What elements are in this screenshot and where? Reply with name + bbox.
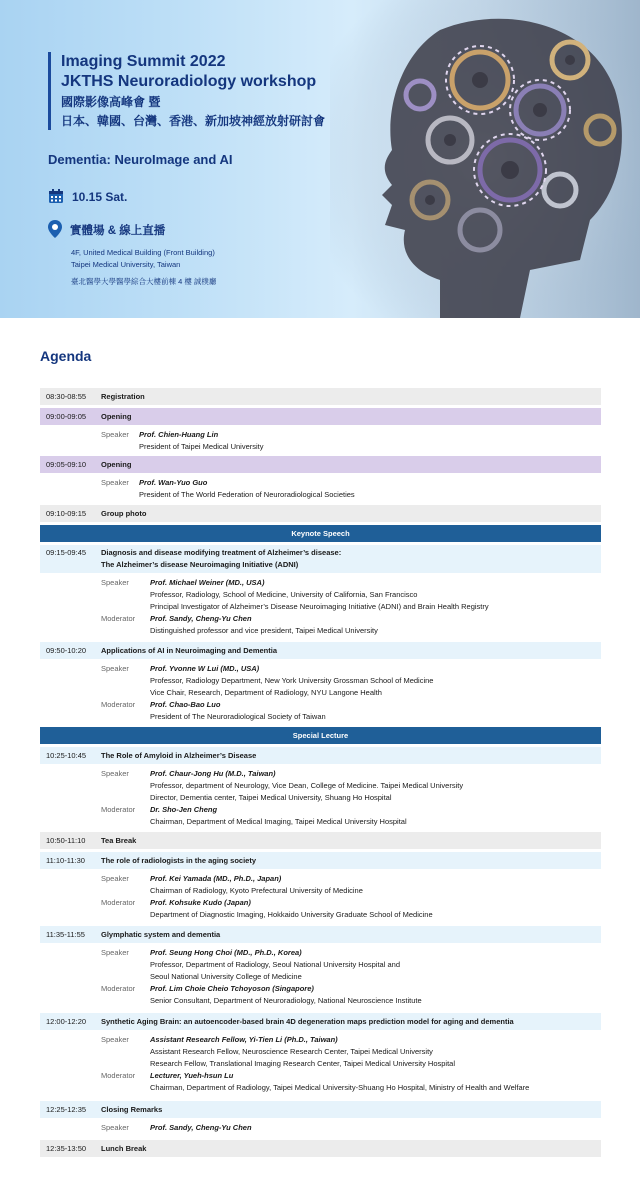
session-time: 09:15-09:45	[46, 548, 87, 557]
speaker-label: Speaker	[101, 578, 129, 587]
speaker-affiliation: Principal Investigator of Alzheimer’s Disease Neuroimaging Initiative (ADNI) and Brain Health Registry	[150, 602, 489, 611]
session-people	[40, 659, 601, 727]
moderator-affiliation: Distinguished professor and vice president, Taipei Medical University	[150, 626, 378, 635]
speaker-label: Speaker	[101, 1035, 129, 1044]
moderator-name: Prof. Sandy, Cheng-Yu Chen	[150, 614, 252, 623]
session-title: Group photo	[101, 509, 147, 518]
address-line-2: Taipei Medical University, Taiwan	[71, 260, 181, 269]
speaker-label: Speaker	[101, 664, 129, 673]
speaker-name: Prof. Michael Weiner (MD., USA)	[150, 578, 265, 587]
agenda-row-amyloid	[40, 747, 601, 764]
calendar-icon	[48, 189, 64, 204]
session-title: Applications of AI in Neuroimaging and Dementia	[101, 646, 277, 655]
agenda-row-ai	[40, 642, 601, 659]
speaker-affiliation: Professor, Department of Radiology, Seoul National University Hospital and	[150, 960, 400, 969]
gear-head-illustration	[330, 0, 640, 318]
session-people	[40, 573, 601, 642]
agenda-row-group-photo	[40, 505, 601, 522]
speaker-affiliation: Professor, Radiology Department, New York University Grossman School of Medicine	[150, 676, 434, 685]
moderator-label: Moderator	[101, 700, 136, 709]
session-time: 08:30-08:55	[46, 392, 87, 401]
hero-banner	[0, 0, 640, 318]
session-time: 10:50-11:10	[46, 836, 86, 845]
agenda-row-opening-1	[40, 408, 601, 425]
agenda-row-closing	[40, 1101, 601, 1118]
speaker-affiliation: Research Fellow, Translational Imaging Research Center, Taipei Medical University Hospital	[150, 1059, 456, 1068]
section-header-keynote: Keynote Speech	[40, 525, 601, 542]
speaker-name: Prof. Chaur-Jong Hu (M.D., Taiwan)	[150, 769, 276, 778]
session-title: Opening	[101, 412, 132, 421]
session-title: The role of radiologists in the aging society	[101, 856, 257, 865]
agenda-row-lunch	[40, 1140, 601, 1157]
speaker-name: Prof. Kei Yamada (MD., Ph.D., Japan)	[150, 874, 282, 883]
moderator-label: Moderator	[101, 614, 136, 623]
session-time: 12:25-12:35	[46, 1105, 87, 1114]
session-title: Tea Break	[101, 836, 137, 845]
speaker-name: Prof. Seung Hong Choi (MD., Ph.D., Korea)	[150, 948, 302, 957]
speaker-label: Speaker	[101, 478, 129, 487]
moderator-name: Prof. Lim Choie Cheio Tchoyoson (Singapore)	[150, 984, 314, 993]
address-line-1: 4F, United Medical Building (Front Building)	[71, 248, 215, 257]
session-title: Closing Remarks	[101, 1105, 163, 1114]
speaker-label: Speaker	[101, 769, 129, 778]
session-title: Registration	[101, 392, 145, 401]
speaker-affiliation: Professor, department of Neurology, Vice Dean, College of Medicine. Taipei Medical University	[150, 781, 464, 790]
speaker-affiliation: Professor, Radiology, School of Medicine, University of California, San Francisco	[150, 590, 418, 599]
moderator-label: Moderator	[101, 805, 136, 814]
session-time: 12:00-12:20	[46, 1017, 87, 1026]
session-people	[40, 473, 601, 505]
speaker-affiliation: President of The World Federation of Neuroradiological Societies	[139, 490, 355, 499]
session-people	[40, 869, 601, 926]
workshop-title-zh: 日本、韓國、台灣、香港、新加坡神經放射研討會	[61, 114, 326, 128]
venue-mode: 實體場 & 線上直播	[70, 225, 166, 237]
agenda-row-opening-2	[40, 456, 601, 473]
speaker-label: Speaker	[101, 1123, 129, 1132]
agenda-table	[40, 388, 601, 1157]
moderator-affiliation: Senior Consultant, Department of Neuroradiology, National Neuroscience Institute	[150, 996, 422, 1005]
hero-title-block	[48, 52, 378, 130]
session-time: 09:00-09:05	[46, 412, 87, 421]
speaker-label: Speaker	[101, 874, 129, 883]
moderator-affiliation: Chairman, Department of Radiology, Taipei Medical University-Shuang Ho Hospital, Ministry of Health and Welfare	[150, 1083, 530, 1092]
speaker-label: Speaker	[101, 430, 129, 439]
session-title: Glymphatic system and dementia	[101, 930, 221, 939]
speaker-label: Speaker	[101, 948, 129, 957]
event-venue	[48, 220, 165, 238]
event-date-text: 10.15 Sat.	[72, 189, 128, 204]
speaker-affiliation: Director, Dementia center, Taipei Medical University, Shuang Ho Hospital	[150, 793, 392, 802]
speaker-name: Prof. Sandy, Cheng-Yu Chen	[150, 1123, 252, 1132]
session-time: 12:35-13:50	[46, 1144, 87, 1153]
workshop-title: JKTHS Neuroradiology workshop	[61, 73, 317, 90]
moderator-affiliation: Chairman, Department of Medical Imaging, Taipei Medical University Hospital	[150, 817, 407, 826]
agenda-row-diagnosis	[40, 545, 601, 573]
session-time: 11:10-11:30	[46, 856, 85, 865]
session-time: 09:50-10:20	[46, 646, 87, 655]
session-title: Diagnosis and disease modifying treatment of Alzheimer’s disease:	[101, 548, 342, 557]
agenda-row-glymphatic	[40, 926, 601, 943]
session-time: 11:35-11:55	[46, 930, 85, 939]
moderator-name: Prof. Chao-Bao Luo	[150, 700, 221, 709]
moderator-label: Moderator	[101, 984, 136, 993]
moderator-name: Dr. Sho-Jen Cheng	[150, 805, 218, 814]
session-title: Opening	[101, 460, 132, 469]
speaker-affiliation: Seoul National University College of Medicine	[150, 972, 302, 981]
moderator-label: Moderator	[101, 898, 136, 907]
agenda-heading: Agenda	[40, 348, 92, 364]
session-people	[40, 764, 601, 832]
event-date	[48, 189, 127, 204]
speaker-name: Prof. Chien-Huang Lin	[139, 430, 219, 439]
agenda-row-tea-break	[40, 832, 601, 849]
session-subtitle: The Alzheimer’s disease Neuroimaging Initiative (ADNI)	[101, 560, 299, 569]
session-people	[40, 1118, 601, 1138]
agenda-row-synthetic	[40, 1013, 601, 1030]
moderator-label: Moderator	[101, 1071, 136, 1080]
agenda-row-radiologists	[40, 852, 601, 869]
session-time: 09:10-09:15	[46, 509, 87, 518]
moderator-affiliation: Department of Diagnostic Imaging, Hokkaido University Graduate School of Medicine	[150, 910, 433, 919]
location-pin-icon	[48, 220, 62, 238]
speaker-affiliation: Chairman of Radiology, Kyoto Prefectural University of Medicine	[150, 886, 363, 895]
address-zh: 臺北醫學大學醫學綜合大樓前棟 4 樓 誠樸廳	[71, 277, 217, 286]
session-title: The Role of Amyloid in Alzheimer’s Disease	[101, 751, 257, 760]
session-people	[40, 943, 601, 1013]
session-time: 10:25-10:45	[46, 751, 87, 760]
agenda-row-registration	[40, 388, 601, 405]
event-title-zh: 國際影像高峰會 暨	[61, 95, 161, 109]
session-people	[40, 1030, 601, 1101]
speaker-name: Assistant Research Fellow, Yi-Tien Li (Ph.D., Taiwan)	[150, 1035, 338, 1044]
section-header-special: Special Lecture	[40, 727, 601, 744]
venue-address	[71, 247, 216, 288]
speaker-name: Prof. Yvonne W Lui (MD., USA)	[150, 664, 260, 673]
session-title: Lunch Break	[101, 1144, 147, 1153]
moderator-affiliation: President of The Neuroradiological Society of Taiwan	[150, 712, 326, 721]
speaker-affiliation: President of Taipei Medical University	[139, 442, 264, 451]
moderator-name: Prof. Kohsuke Kudo (Japan)	[150, 898, 251, 907]
event-title: Imaging Summit 2022	[61, 53, 226, 70]
event-subtitle: Dementia: NeuroImage and AI	[48, 152, 233, 167]
session-time: 09:05-09:10	[46, 460, 87, 469]
speaker-affiliation: Assistant Research Fellow, Neuroscience Research Center, Taipei Medical University	[150, 1047, 433, 1056]
speaker-affiliation: Vice Chair, Research, Department of Radiology, NYU Langone Health	[150, 688, 382, 697]
moderator-name: Lecturer, Yueh-hsun Lu	[150, 1071, 234, 1080]
session-title: Synthetic Aging Brain: an autoencoder-based brain 4D degeneration maps prediction model for aging and dementia	[101, 1017, 514, 1026]
session-people	[40, 425, 601, 456]
speaker-name: Prof. Wan-Yuo Guo	[139, 478, 208, 487]
